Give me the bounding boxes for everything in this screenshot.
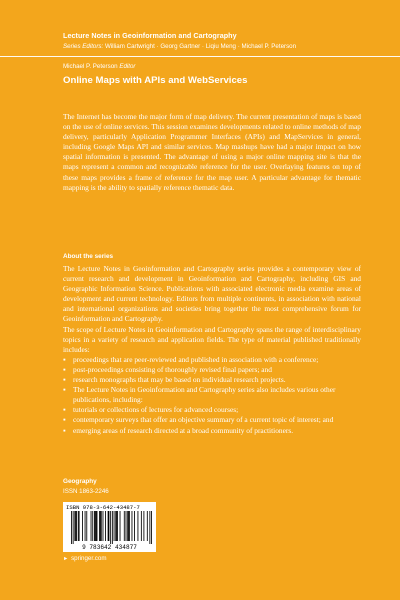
barcode-bar: [126, 511, 127, 541]
barcode-bar: [127, 511, 128, 541]
barcode-bar: [114, 511, 115, 541]
barcode-bar: [141, 511, 142, 541]
barcode-bar: [128, 511, 129, 541]
editor-role: Editor: [119, 63, 136, 70]
list-item-text: emerging areas of research directed at a broad community of practitioners.: [73, 425, 294, 435]
barcode-bar: [85, 511, 86, 541]
material-list: [63, 355, 361, 405]
series-editors-label: Series Editors:: [63, 43, 104, 50]
bullet-icon: ▪: [63, 405, 66, 415]
barcode-digits: 9 783642 434877: [82, 544, 137, 551]
barcode-bar: [110, 511, 111, 544]
barcode-bar: [115, 511, 116, 541]
bullet-icon: ▪: [63, 375, 66, 385]
barcode-bar: [132, 511, 133, 541]
series-editors: [63, 43, 296, 50]
abstract: The Internet has become the major form of map delivery. The current presentation of maps is based on the use of online services. This session examines developments related to online methods of map delivery, particularly Application Programmer Interfaces (APIs) and MapServices in general, including Google Maps API and similar services. Map mashups have had a major impact on how spatial information is presented. The advantage of using a major online mapping site is that the maps represent a common and recognizable reference for the user. Overlaying features on top of these maps provides a frame of reference for the map user. A particular advantage for thematic mapping is the ability to spatially reference thematic data.: [63, 112, 361, 192]
about-heading: About the series: [63, 253, 114, 260]
list-item-text: research monographs that may be based on individual research projects.: [73, 375, 286, 385]
about-paragraph: The Lecture Notes in Geoinformation and Cartography series provides a contemporary view of current research and development in Geoinformation and Cartography, including GIS and Geographic Information Science. Publications with associated electronic media examine areas of development and current technology. Editors from multiple continents, in association with national and international organizations and societies bring together the most comprehensive forum for Geoinformation and Cartography.: [63, 264, 361, 324]
list-item: [63, 385, 361, 405]
series-editors-names: William Cartwright · Georg Gartner · Liqiu Meng · Michael P. Peterson: [104, 43, 297, 50]
barcode-bar: [71, 511, 72, 544]
barcode-bar: [96, 511, 97, 541]
barcode-bar: [91, 511, 92, 541]
barcode-bar: [129, 511, 130, 541]
barcode-bar: [134, 511, 135, 541]
barcode-bar: [120, 511, 121, 541]
barcode-bar: [143, 511, 144, 541]
barcode-bar: [86, 511, 87, 541]
barcode-bar: [78, 511, 79, 541]
bullet-icon: ▪: [63, 385, 66, 395]
editor-name: Michael P. Peterson: [63, 63, 118, 70]
list-item-text: proceedings that are peer-reviewed and published in association with a conference;: [73, 354, 319, 364]
barcode-bar: [95, 511, 96, 541]
subject-label: Geography: [63, 478, 97, 485]
series-title: Lecture Notes in Geoinformation and Cartography: [63, 31, 237, 40]
barcode-bar: [99, 511, 100, 541]
barcode-bar: [124, 511, 125, 541]
list-item-text: contemporary surveys that offer an objective summary of a current topic of interest; and: [73, 415, 334, 425]
bullet-icon: ▪: [63, 364, 66, 374]
list-item-text: The Lecture Notes in Geoinformation and Cartography series also includes various other publications, including:: [73, 385, 336, 405]
issn-label: ISSN 1863-2246: [63, 488, 109, 495]
arrow-right-icon: ►: [63, 556, 69, 562]
list-item-text: tutorials or collections of lectures for advanced courses;: [73, 405, 239, 415]
barcode-bar: [76, 511, 77, 541]
bullet-icon: ▪: [63, 415, 66, 425]
barcode-bar: [82, 511, 83, 541]
list-item: [63, 375, 361, 385]
springer-link[interactable]: [63, 555, 107, 562]
book-title: Online Maps with APIs and WebServices: [63, 75, 248, 86]
barcode-bar: [116, 511, 117, 541]
barcode-bar: [100, 511, 101, 541]
list-item: [63, 426, 361, 436]
barcode: [63, 502, 156, 552]
barcode-bar: [117, 511, 118, 541]
divider-rule: [0, 56, 400, 57]
barcode-bar: [92, 511, 93, 541]
editor-line: [63, 63, 135, 70]
barcode-bar: [105, 511, 106, 541]
springer-link-text[interactable]: springer.com: [71, 555, 107, 562]
barcode-bar: [79, 511, 80, 541]
barcode-bar: [109, 511, 110, 541]
list-item: [63, 355, 361, 365]
barcode-bar: [149, 511, 150, 544]
barcode-bar: [112, 511, 113, 544]
list-item: [63, 405, 361, 415]
publications-list: [63, 405, 361, 435]
about-paragraph-2: The scope of Lecture Notes in Geoinformation and Cartography spans the range of interdisciplinary topics in a variety of research and application fields. The type of material published traditionally includes:: [63, 324, 361, 354]
isbn-text: ISBN 978-3-642-43487-7: [66, 504, 140, 511]
list-item: [63, 415, 361, 425]
about-body: [63, 264, 361, 436]
barcode-bars: [63, 511, 156, 544]
barcode-bar: [94, 511, 95, 541]
barcode-bar: [74, 511, 75, 541]
list-item-text: post-proceedings consisting of thoroughly revised final papers; and: [73, 364, 272, 374]
barcode-bar: [138, 511, 139, 541]
barcode-bar: [75, 511, 76, 541]
barcode-bar: [101, 511, 102, 541]
barcode-bar: [151, 511, 152, 544]
barcode-bar: [147, 511, 148, 541]
list-item: [63, 365, 361, 375]
barcode-bar: [73, 511, 74, 544]
bullet-icon: ▪: [63, 425, 66, 435]
bullet-icon: ▪: [63, 354, 66, 364]
barcode-bar: [97, 511, 98, 541]
barcode-bar: [103, 511, 104, 541]
barcode-bar: [108, 511, 109, 541]
